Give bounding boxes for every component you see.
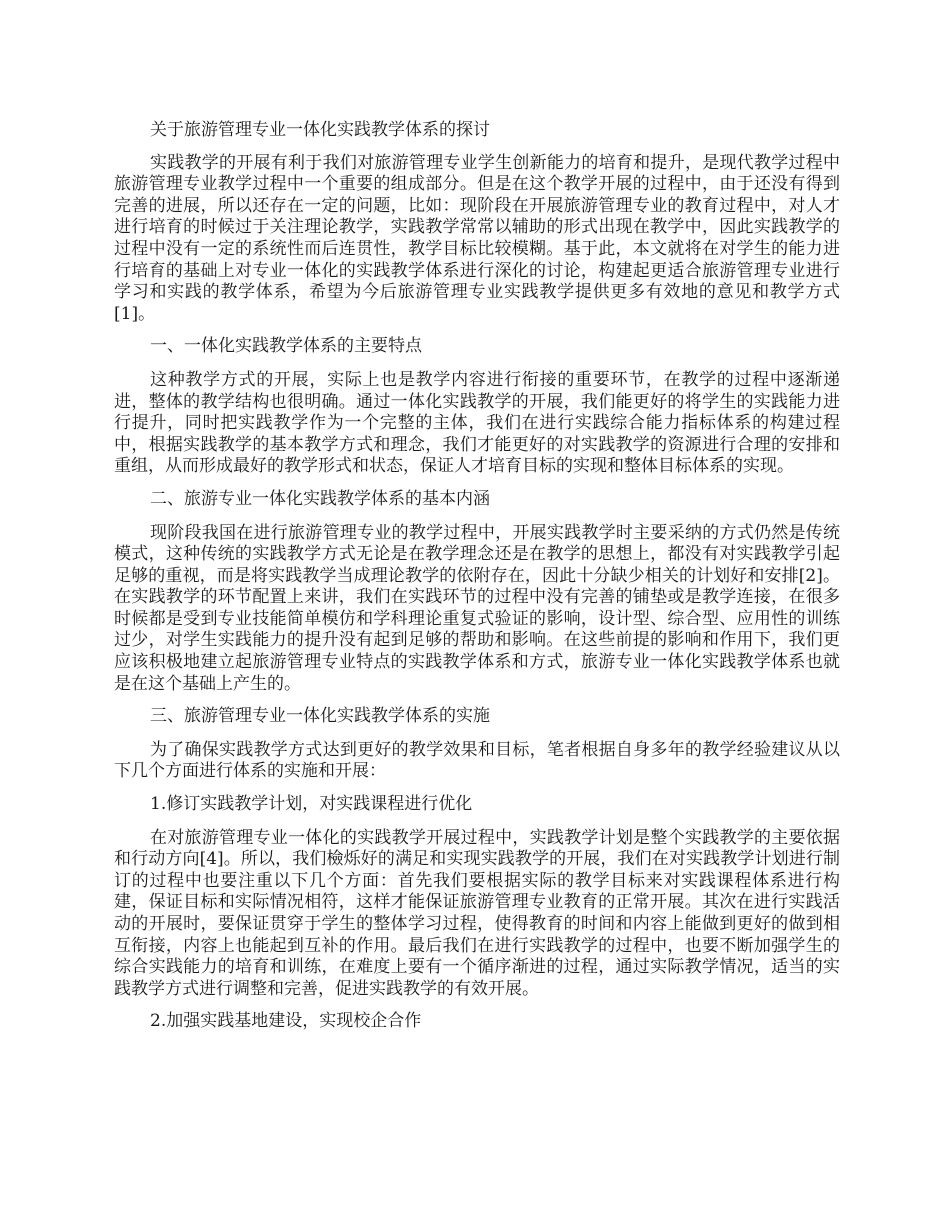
subsection-1-paragraph: 在对旅游管理专业一体化的实践教学开展过程中，实践教学计划是整个实践教学的主要依据和行动方向[4]。所以，我们檢烁好的满足和实现实践教学的开展，我们在对实践教学计划进行制订的过程中也要注重以下几个方面：首先我们要根据实际的教学目标来对实践课程体系进行构建，保证目标和实际情况相符，这样才能保证旅游管理专业教育的正常开展。其次在进行实践活动的开展时，要保证贯穿于学生的整体学习过程，使得教育的时间和内容上能做到更好的做到相互衔接，内容上也能起到互补的作用。最后我们在进行实践教学的过程中，也要不断加强学生的综合实践能力的培育和训练，在难度上要有一个循序渐进的过程，通过实际教学情况，适当的实践教学方式进行调整和完善，促进实践教学的有效开展。 [114, 827, 840, 999]
section-1-heading: 一、一体化实践教学体系的主要特点 [150, 336, 422, 357]
document-body [114, 120, 840, 1045]
section-2-paragraph: 现阶段我国在进行旅游管理专业的教学过程中，开展实践教学时主要采纳的方式仍然是传统模式，这种传统的实践教学方式无论是在教学理念还是在教学的思想上，都没有对实践教学引起足够的重视，而是将实践教学当成理论教学的依附存在，因此十分缺少相关的计划好和安排[2]。在实践教学的环节配置上来讲，我们在实践环节的过程中没有完善的铺垫或是教学连接，在很多时候都是受到专业技能简单模仿和学科理论重复式验证的影响，设计型、综合型、应用性的训练过少，对学生实践能力的提升没有起到足够的帮助和影响。在这些前提的影响和作用下，我们更应该积极地建立起旅游管理专业特点的实践教学体系和方式，旅游专业一体化实践教学体系也就是在这个基础上产生的。 [114, 522, 840, 694]
subsection-1-heading: 1.修订实践教学计划，对实践课程进行优化 [150, 794, 473, 815]
subsection-2-heading: 2.加强实践基地建设，实现校企合作 [150, 1011, 422, 1032]
intro-paragraph: 实践教学的开展有利于我们对旅游管理专业学生创新能力的培育和提升，是现代教学过程中旅游管理专业教学过程中一个重要的组成部分。但是在这个教学开展的过程中，由于还没有得到完善的进展，所以还存在一定的问题，比如：现阶段在开展旅游管理专业的教育过程中，对人才进行培育的时候过于关注理论教学，实践教学常常以辅助的形式出现在教学中，因此实践教学的过程中没有一定的系统性而后连贯性，教学目标比较模糊。基于此，本文就将在对学生的能力进行培育的基础上对专业一体化的实践教学体系进行深化的讨论，构建起更适合旅游管理专业进行学习和实践的教学体系，希望为今后旅游管理专业实践教学提供更多有效地的意见和教学方式[1]。 [114, 152, 840, 324]
section-2-heading: 二、旅游专业一体化实践教学体系的基本内涵 [150, 488, 490, 509]
document-title: 关于旅游管理专业一体化实践教学体系的探讨 [150, 120, 490, 140]
section-3-heading: 三、旅游管理专业一体化实践教学体系的实施 [150, 706, 490, 727]
section-3-paragraph: 为了确保实践教学方式达到更好的教学效果和目标，笔者根据自身多年的教学经验建议从以下几个方面进行体系的实施和开展： [114, 739, 840, 782]
section-1-paragraph: 这种教学方式的开展，实际上也是教学内容进行衔接的重要环节，在教学的过程中逐渐递进，整体的教学结构也很明确。通过一体化实践教学的开展，我们能更好的将学生的实践能力进行提升，同时把实践教学作为一个完整的主体，我们在进行实践综合能力指标体系的构建过程中，根据实践教学的基本教学方式和理念，我们才能更好的对实践教学的资源进行合理的安排和重组，从而形成最好的教学形式和状态，保证人才培育目标的实现和整体目标体系的实现。 [114, 369, 840, 477]
